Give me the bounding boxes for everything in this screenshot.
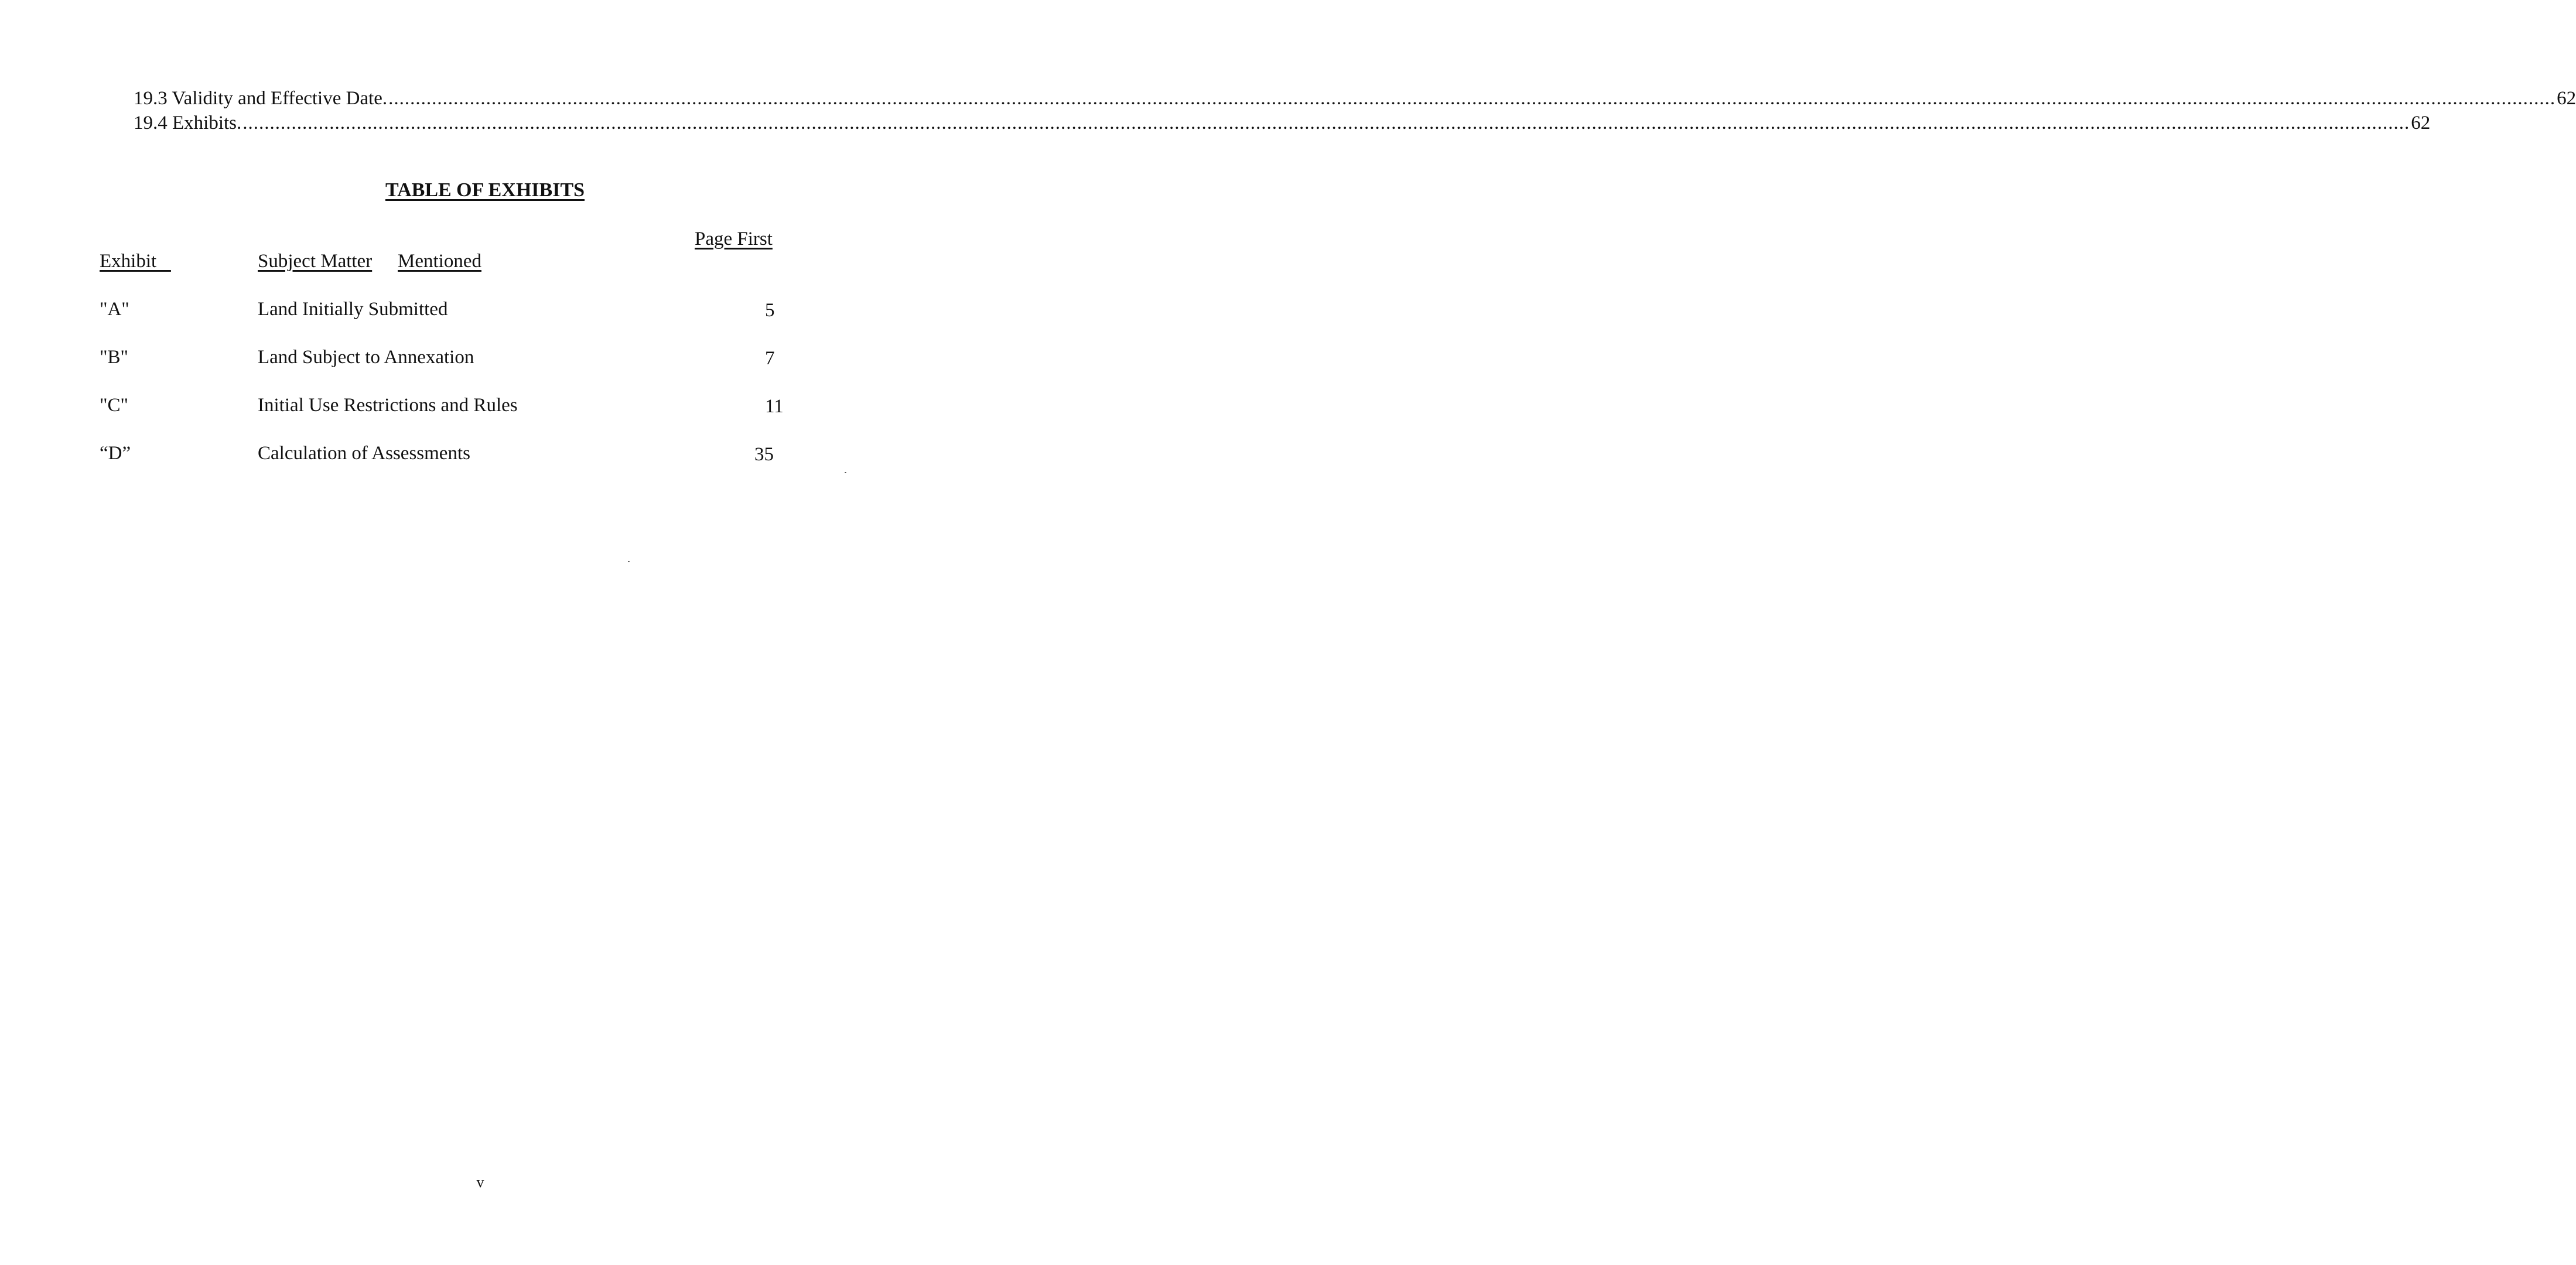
exhibit-subject: Calculation of Assessments <box>258 443 470 464</box>
toc-entry-label: 19.3 Validity and Effective Date. <box>134 88 388 109</box>
toc-entry <box>134 86 2576 111</box>
exhibit-subject: Initial Use Restrictions and Rules <box>258 395 518 416</box>
toc-entry-page: 62 <box>2411 112 2431 134</box>
column-header-subject-matter: Subject Matter <box>258 251 373 272</box>
exhibit-letter: "A" <box>100 299 129 320</box>
scan-speck <box>845 472 846 473</box>
page-number: v <box>476 1174 484 1191</box>
exhibit-page: 7 <box>765 348 775 369</box>
exhibit-subject: Land Subject to Annexation <box>258 347 474 368</box>
column-header-page-first: Page First <box>695 228 773 249</box>
toc-entry-label: 19.4 Exhibits. <box>134 112 242 134</box>
exhibit-page: 11 <box>765 396 784 417</box>
toc-leader-dots: ................................................................................................................................................................................................................................................................................................................................................................................................................ <box>242 112 2410 134</box>
exhibit-letter: "B" <box>100 347 128 368</box>
toc-leader-dots: ................................................................................................................................................................................................................................................................................................................................................................................................................ <box>388 88 2556 109</box>
column-header-exhibit: Exhibit <box>100 251 171 272</box>
exhibits-table-title: TABLE OF EXHIBITS <box>385 179 585 201</box>
column-header-mentioned: Mentioned <box>398 251 481 272</box>
exhibit-letter: "C" <box>100 395 128 416</box>
toc-entry-page: 62 <box>2557 88 2576 109</box>
exhibit-page: 5 <box>765 300 775 321</box>
toc-entry <box>134 110 2431 136</box>
exhibit-page: 35 <box>754 444 774 465</box>
scan-speck <box>628 561 630 562</box>
exhibit-letter: “D” <box>100 443 131 464</box>
exhibit-subject: Land Initially Submitted <box>258 299 448 320</box>
